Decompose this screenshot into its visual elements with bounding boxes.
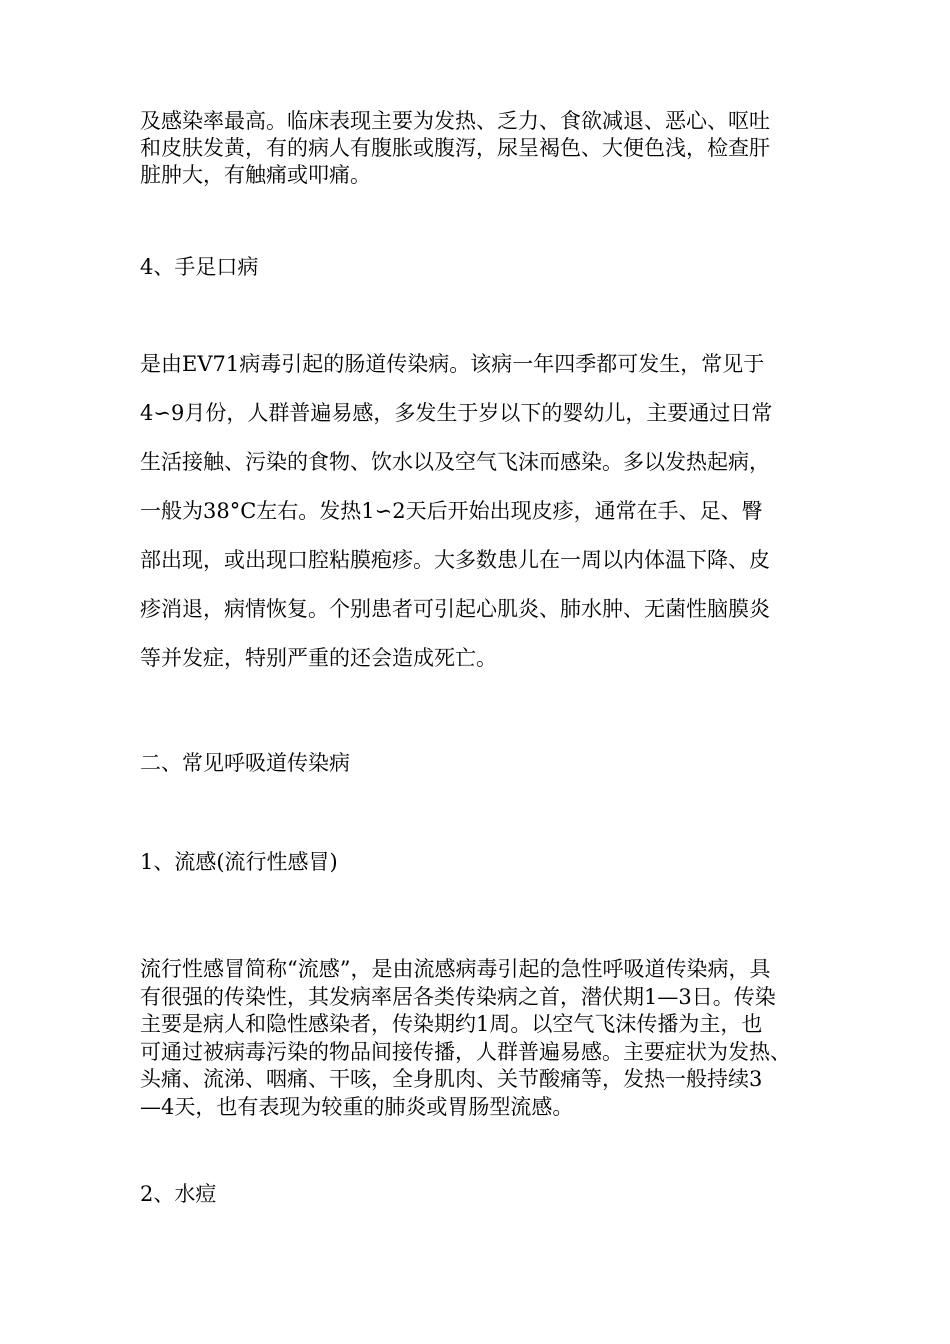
text-line: 及感染率最高。临床表现主要为发热、乏力、食欲减退、恶心、呕吐 — [140, 109, 770, 133]
text-line: 部出现，或出现口腔粘膜疱疹。大多数患儿在一周以内体温下降、皮 — [140, 548, 770, 572]
text-line: 脏肿大，有触痛或叩痛。 — [140, 163, 371, 187]
heading-varicella: 2、水痘 — [140, 1182, 217, 1206]
text-line: 是由EV71病毒引起的肠道传染病。该病一年四季都可发生，常见于 — [140, 352, 765, 376]
paragraph-hepatitis — [140, 108, 820, 189]
text-line: 4∽9月份，人群普遍易感，多发生于岁以下的婴幼儿，主要通过日常 — [140, 401, 773, 425]
heading-hfmd: 4、手足口病 — [140, 255, 259, 279]
text-line: 等并发症，特别严重的还会造成死亡。 — [140, 646, 497, 670]
text-line: 有很强的传染性，其发病率居各类传染病之首，潜伏期1—3日。传染 — [140, 984, 776, 1009]
text-line: 主要是病人和隐性感染者，传染期约1周。以空气飞沫传播为主，也 — [140, 1012, 763, 1036]
text-line: 可通过被病毒污染的物品间接传播，人群普遍易感。主要症状为发热、 — [140, 1039, 791, 1064]
text-line: 生活接触、污染的食物、饮水以及空气飞沫而感染。多以发热起病， — [140, 450, 770, 474]
text-line: 疹消退，病情恢复。个别患者可引起心肌炎、肺水肿、无菌性脑膜炎 — [140, 597, 770, 621]
heading-flu: 1、流感(流行性感冒) — [140, 850, 338, 874]
text-line: 一般为38°C左右。发热1∽2天后开始出现皮疹，通常在手、足、臀 — [140, 499, 763, 523]
text-line: 头痛、流涕、咽痛、干咳，全身肌肉、关节酸痛等，发热一般持续3 — [140, 1067, 763, 1091]
paragraph-flu — [140, 956, 820, 1121]
text-line: —4天，也有表现为较重的肺炎或胃肠型流感。 — [140, 1094, 574, 1119]
text-line: 流行性感冒简称“流感”，是由流感病毒引起的急性呼吸道传染病，具 — [140, 957, 771, 981]
paragraph-hfmd — [140, 340, 820, 683]
heading-respiratory: 二、常见呼吸道传染病 — [140, 751, 350, 775]
text-line: 和皮肤发黄，有的病人有腹胀或腹泻，尿呈褐色、大便色浅，检查肝 — [140, 136, 770, 160]
